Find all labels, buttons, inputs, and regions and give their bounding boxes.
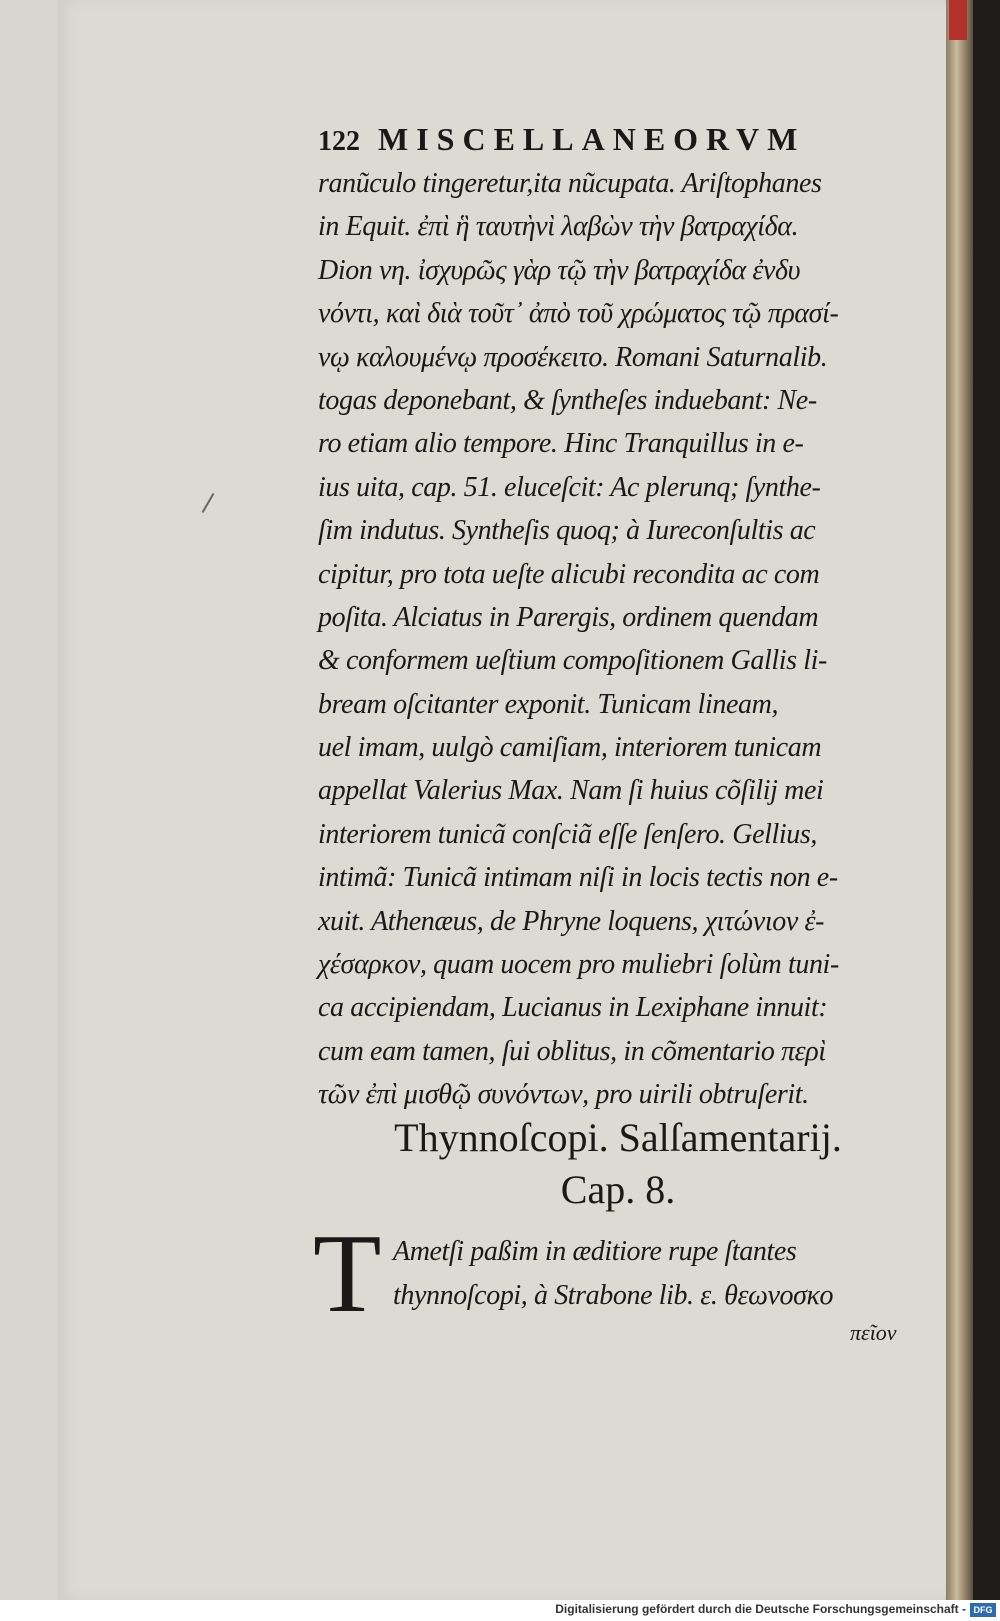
- chapter-text: [393, 1230, 963, 1318]
- text-line: cipitur, pro tota ueſte alicubi recondita ac com: [318, 558, 820, 590]
- text-line: ro etiam alio tempore. Hinc Tranquillus in e-: [318, 428, 804, 460]
- text-line: ſim indutus. Syntheſis quoq; à Iureconſultis ac: [318, 515, 816, 547]
- text-line: thynnoſcopi, à Strabone lib. ε. θεωνοσκο: [393, 1280, 834, 1311]
- footer-credit: Digitalisierung gefördert durch die Deutsche Forschungsgemeinschaft -: [555, 1602, 966, 1616]
- text-line: νόντι, καὶ διὰ τοῦτ᾽ ἀπὸ τοῦ χρώματος τῷ πρασί-: [318, 298, 839, 330]
- chapter-number: Cap. 8.: [560, 1167, 676, 1212]
- text-line: intimã: Tunicã intimam niſi in locis tectis non e-: [318, 862, 838, 894]
- scan-margin: [0, 0, 58, 1600]
- text-line: bream oſcitanter exponit. Tunicam lineam,: [318, 688, 779, 720]
- text-line: Dion νη. ἰσχυρῶς γὰρ τῷ τὴν βατραχίδα ἐνδυ: [318, 254, 801, 286]
- edge-mark: [949, 0, 967, 40]
- main-text: [318, 116, 958, 1117]
- text-line: & conformem ueſtium compoſitionem Gallis li-: [318, 645, 827, 677]
- chapter-title: Thynnoſcopi. Salſamentarij.: [394, 1115, 842, 1160]
- text-line: ius uita, cap. 51. eluceſcit: Ac plerunq; ſynthe-: [318, 471, 821, 503]
- drop-initial: T: [313, 1212, 382, 1336]
- dfg-logo-icon[interactable]: DFG: [970, 1603, 996, 1617]
- catchword: πεῖον: [850, 1320, 897, 1345]
- text-line: τῶν ἐπὶ μισθῷ συνόντων, pro uirili obtruſerit.: [318, 1079, 809, 1111]
- text-line: cum eam tamen, ſui oblitus, in cõmentario περὶ: [318, 1035, 826, 1067]
- page-number: 122: [318, 126, 360, 157]
- text-line: xuit. Athenæus, de Phryne loquens, χιτώνιον ἐ-: [318, 905, 824, 937]
- text-line: uel imam, uulgò camiſiam, interiorem tunicam: [318, 732, 822, 764]
- text-line: poſita. Alciatus in Parergis, ordinem quendam: [318, 601, 819, 633]
- running-head: [318, 116, 958, 162]
- text-line: Ametſi paßim in æditiore rupe ſtantes: [393, 1236, 797, 1267]
- running-title: MISCELLANEORVM: [378, 121, 806, 157]
- text-line: togas deponebant, & ſyntheſes induebant: Ne-: [318, 384, 817, 416]
- text-line: in Equit. ἐπὶ ἣ ταυτὴνὶ λαβὼν τὴν βατραχίδα.: [318, 211, 799, 243]
- text-line: interiorem tunicã conſciã eſſe ſenſero. Gellius,: [318, 818, 817, 850]
- text-line: ca accipiendam, Lucianus in Lexiphane innuit:: [318, 992, 828, 1024]
- text-line: ranũculo tingeretur,ita nũcupata. Ariſtophanes: [318, 168, 822, 199]
- footer-bar: [0, 1600, 1000, 1621]
- text-line: νῳ καλουμένῳ προσέκειτο. Romani Saturnalib.: [318, 341, 828, 373]
- text-line: χέσαρκον, quam uocem pro muliebri ſolùm tuni-: [318, 949, 839, 981]
- text-line: appellat Valerius Max. Nam ſi huius cõſilij mei: [318, 775, 824, 807]
